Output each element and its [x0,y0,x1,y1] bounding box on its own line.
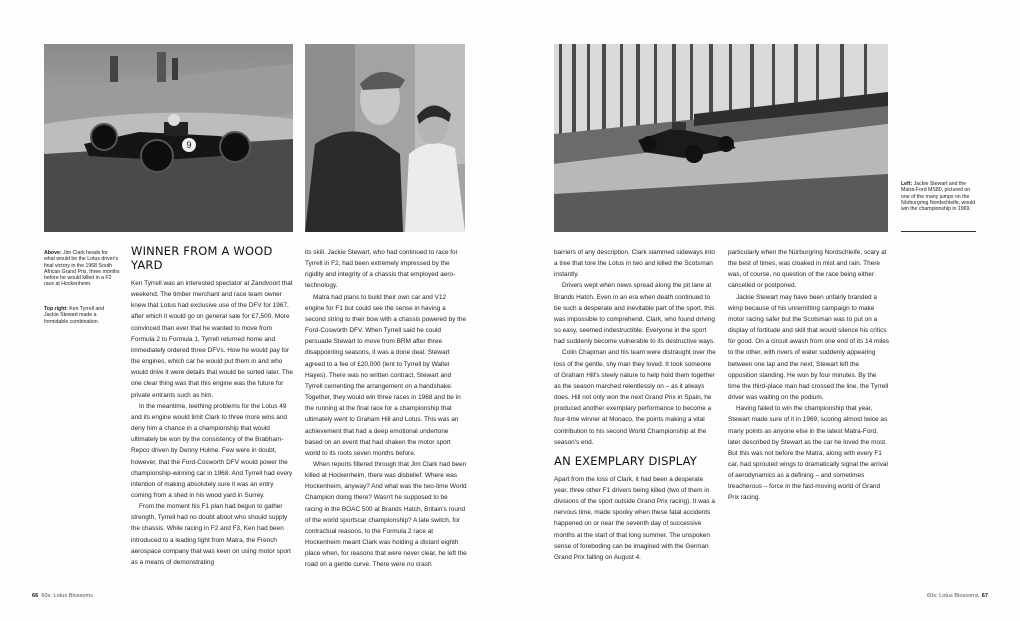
paragraph: Drivers wept when news spread along the pit lane at Brands Hatch. Even in an era when death continued to be such a desperate and inevitable part of the sport, this was impossible to comprehend. Clark, who found driving so easy, seemed indestructible. Everyone in the sport had suddenly become vulnerable to its destructive ways. [554,282,716,346]
running-title-right: 60s: Lotus Blossoms [927,593,979,599]
photo-stewart-matra-nurburgring [554,44,888,232]
footer-right [927,593,988,599]
paragraph: particularly when the Nürburgring Nordschleife, scary at the best of times, was cloaked in mist and rain. There was, of course, no question of the race being either cancelled or postponed. [728,249,887,290]
caption-left-text: Jackie Stewart and the Matra-Ford MS80, pictured on one of the many jumps on the Nürburgring Nordschleife, would win the championship in 1969. [901,181,976,213]
caption-left [901,181,976,212]
text-column-2 [305,247,467,571]
running-title-left: 60s: Lotus Blossoms [41,593,93,599]
page-number-right: 67 [981,593,988,599]
text-column-4 [728,247,890,504]
paragraph: its skill. Jackie Stewart, who had continued to race for Tyrrell in F2, had been extremely impressed by the rigidity and integrity of a chassis that employed aero-technology. [305,249,458,290]
paragraph: Colin Chapman and his team were distraught over the loss of the gentle, shy man they loved. It took someone of Graham Hill's steely nature to help hold them together as the season marched relentlessly on – as it always does. Hill not only won the next Grand Prix in Spain, he produced another exemplary performance to become a four-time winner at Monaco, the points making a vital contribution to his second World Championship at the season's end. [554,349,716,446]
paragraph: Matra had plans to build their own car and V12 engine for F1 but could see the sense in having a second string to their bow with a chassis powered by the Ford-Cosworth DFV. When Tyrrell said he could persuade Stewart to move from BRM after three disappointing seasons, it was a done deal. Stewart agreed to a fee of £20,000 (lent to Tyrrell by Walter Hayes). There was no written contract, Stewart and Tyrrell cementing the arrangement on a handshake. Together, they would win three races in 1968 and be in the running at the final race for a championship that ultimately went to Graham Hill and Lotus. This was an achievement that had a deep emotional undertone based on an event that had shaken the motor sport world to its roots seven months before. [305,293,467,457]
car-number: 9 [186,140,192,150]
photo-tyrrell-stewart [305,44,465,232]
paragraph: Having failed to win the championship that year, Stewart made sure of it in 1969, scoring almost twice as many points as anyone else in the latest Matra-Ford, later described by Stewart as the car he loved the most. But this was not before the Matra, along with every F1 car, had sprouted wings to dramatically signal the arrival of aerodynamics as a defining – and sometimes treacherous – force in the fast-moving world of Grand Prix racing. [728,405,888,502]
caption-above [44,250,120,288]
caption-top-right [44,306,120,325]
footer-left [32,593,93,599]
caption-above-text: Jim Clark heads for what would be the Lotus driver's final victory in the 1968 South African Grand Prix, three months before he would killed in a F2 race at Hockenheim. [44,250,120,288]
paragraph: From the moment his F1 plan had begun to gather strength, Tyrrell had no doubt about who should supply the chassis. While racing in F2 and F3, Ken had been introduced to a leading light from Matra, the French aerospace company that was keen on using motor sport as a means of demonstrating [131,503,291,566]
caption-rule [901,231,976,232]
caption-top-right-text: Ken Tyrrell and Jackie Stewart made a formidable combination. [44,306,105,325]
paragraph: Jackie Stewart may have been unfairly branded a wimp because of his unremitting campaign to make motor racing safer but the Scotsman was to put on a display of fortitude and skill that would silence his critics for good. On a circuit awash from one end of its 14 miles to the other, with rivers of water suddenly appearing between one lap and the next, Stewart left the opposition standing. He won by four minutes. By the time the third-place man had crossed the line, the Tyrrell driver was waiting on the podium. [728,293,890,402]
text-column-1 [131,244,293,568]
paragraph: barriers of any description. Clark slammed sideways into a tree that tore the Lotus in two and killed the Scotsman instantly. [554,249,716,279]
paragraph: Ken Tyrrell was an interested spectator at Zandvoort that weekend. The timber merchant and race team owner knew that Lotus had exclusive use of the DFV for 1967, after which it would go on general sale for £7,500. More convinced than ever that he wanted to move from Formula 2 to Formula 1, Tyrrell returned home and immediately ordered three DFVs. How he would pay for the engines, which car he would put them in and who would drive it were details that would be sorted later. The one clear thing was that this engine was the future for private entrants such as him. [131,280,293,399]
caption-above-label: Above: [44,250,62,256]
paragraph: Apart from the loss of Clark, it had been a desperate year, three other F1 drivers being killed (two of them in divisions of the sport outside Grand Prix racing). It was a nervous time, made spooky when these fatal accidents happened on or near the seventh day of successive months at the start of that long summer. The unspoken sense of foreboding can be imagined with the German Grand Prix falling on August 4. [554,475,716,561]
heading-winner-from-a-wood-yard: WINNER FROM A WOOD YARD [131,244,273,272]
text-column-3 [554,247,716,563]
photo-jim-clark-lotus [44,44,293,232]
heading-an-exemplary-display: AN EXEMPLARY DISPLAY [554,453,698,468]
caption-left-label: Left: [901,181,913,187]
paragraph: In the meantime, teething problems for the Lotus 49 and its engine would limit Clark to three more wins and deny him a chance in a championship that would ultimately be won by the consistency of the Brabham-Repco driven by Denny Hulme. Few were in doubt, however, that the Ford-Cosworth DFV would power the championship-winning car in 1968. And Tyrrell had every intention of making absolutely sure it was an entry coming from a shed in his wood yard in Surrey. [131,402,293,499]
paragraph: When reports filtered through that Jim Clark had been killed at Hockenheim, there was disbelief. Where was Hockenheim, anyway? And what was the two-time World Champion doing there? Wasn't he supposed to be racing in the BOAC 500 at Brands Hatch, Britain's round of the world sportscar championship? A late switch, for contractual reasons, to the Formula 2 race at Hockenheim meant Clark was holding a distant eighth place when, for reasons that were never clear, he left the road on a gentle curve. There were no crash [305,460,467,569]
caption-top-right-label: Top right: [44,306,68,312]
page-number-left: 66 [32,593,39,599]
